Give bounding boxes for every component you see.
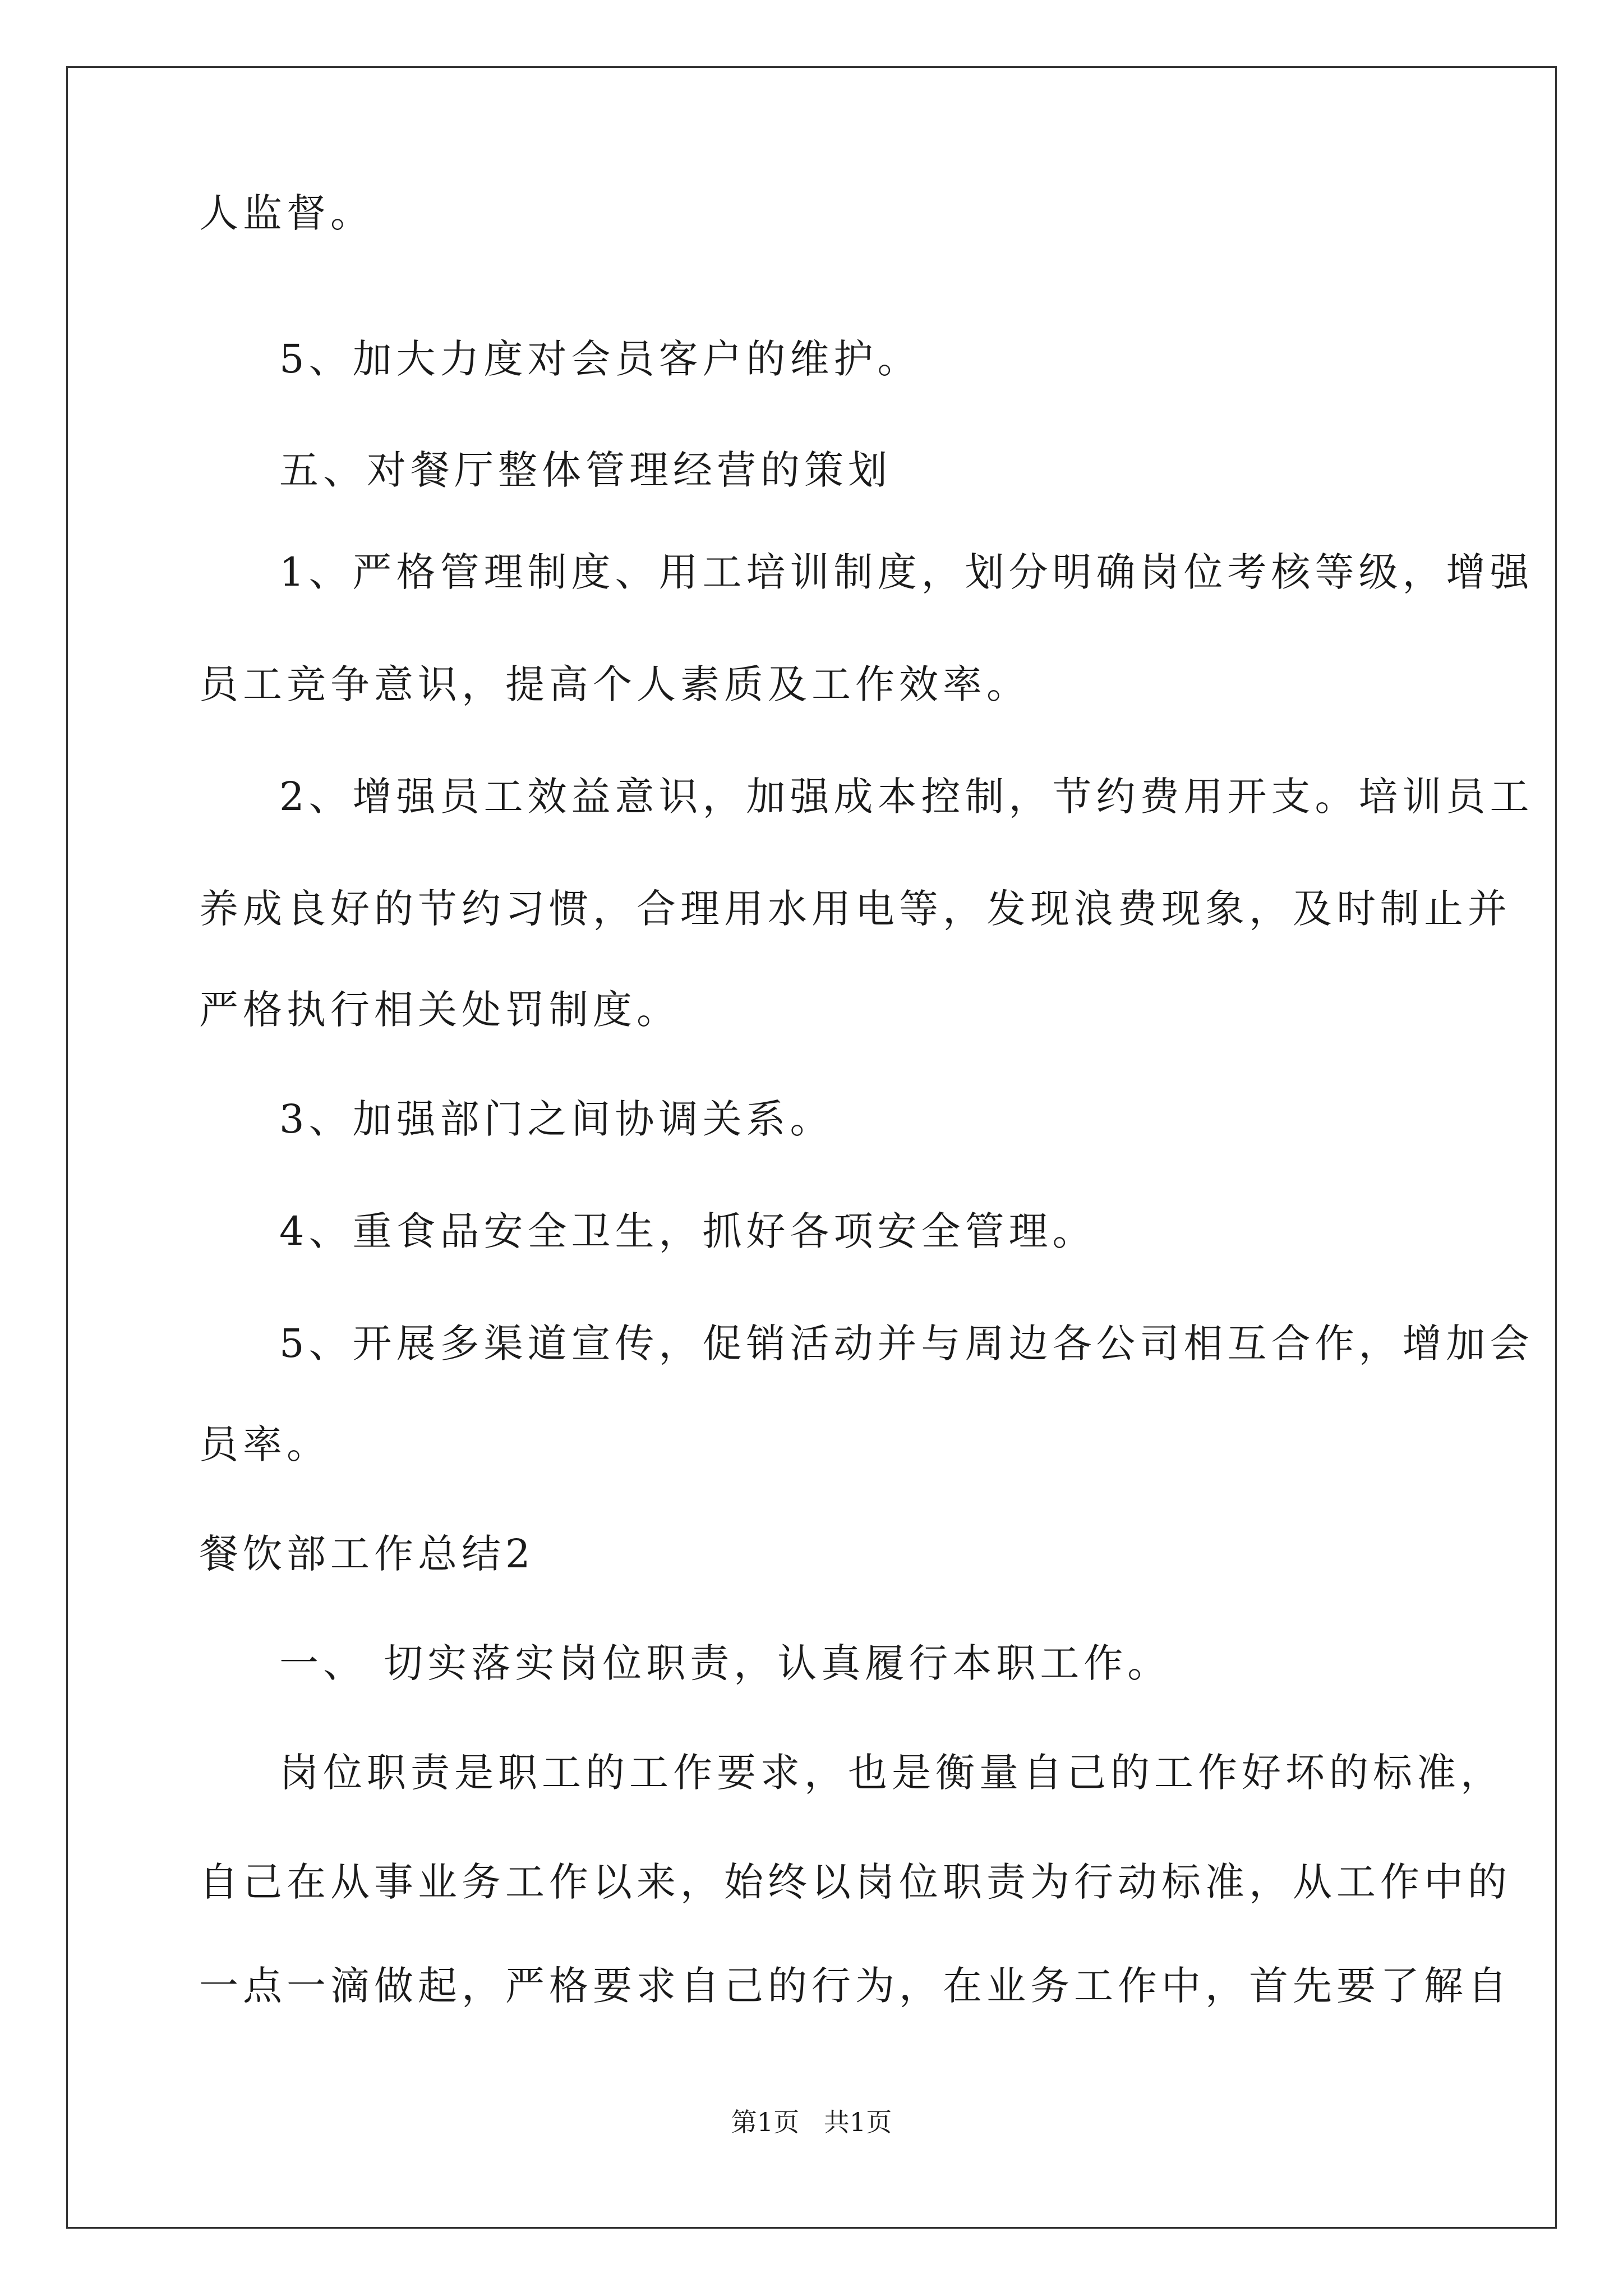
section-title: 餐饮部工作总结2 <box>199 1531 535 1577</box>
text-line: 自己在从事业务工作以来，始终以岗位职责为行动标准，从工作中的 <box>199 1859 1511 1905</box>
page-number-footer: 第1页 共1页 <box>731 2107 892 2137</box>
text-line: 员工竞争意识，提高个人素质及工作效率。 <box>199 661 1030 707</box>
text-line: 3、加强部门之间协调关系。 <box>279 1096 834 1142</box>
text-line: 员率。 <box>199 1421 330 1467</box>
text-line: 严格执行相关处罚制度。 <box>199 987 680 1033</box>
text-line: 5、加大力度对会员客户的维护。 <box>279 336 921 382</box>
text-line: 人监督。 <box>199 190 374 236</box>
text-line: 一点一滴做起，严格要求自己的行为，在业务工作中，首先要了解自 <box>199 1963 1511 2009</box>
text-line: 1、严格管理制度、用工培训制度，划分明确岗位考核等级，增强 <box>279 549 1534 595</box>
text-line: 2、增强员工效益意识，加强成本控制，节约费用开支。培训员工 <box>279 774 1534 820</box>
text-line: 岗位职责是职工的工作要求，也是衡量自己的工作好坏的标准， <box>279 1750 1504 1796</box>
section-heading: 五、对餐厅整体管理经营的策划 <box>279 447 892 493</box>
text-line: 5、开展多渠道宣传，促销活动并与周边各公司相互合作，增加会 <box>279 1320 1534 1366</box>
text-line: 养成良好的节约习惯，合理用水用电等，发现浪费现象，及时制止并 <box>199 886 1511 932</box>
text-line: 4、重食品安全卫生，抓好各项安全管理。 <box>279 1208 1096 1254</box>
section-heading: 一、 切实落实岗位职责，认真履行本职工作。 <box>279 1640 1172 1686</box>
